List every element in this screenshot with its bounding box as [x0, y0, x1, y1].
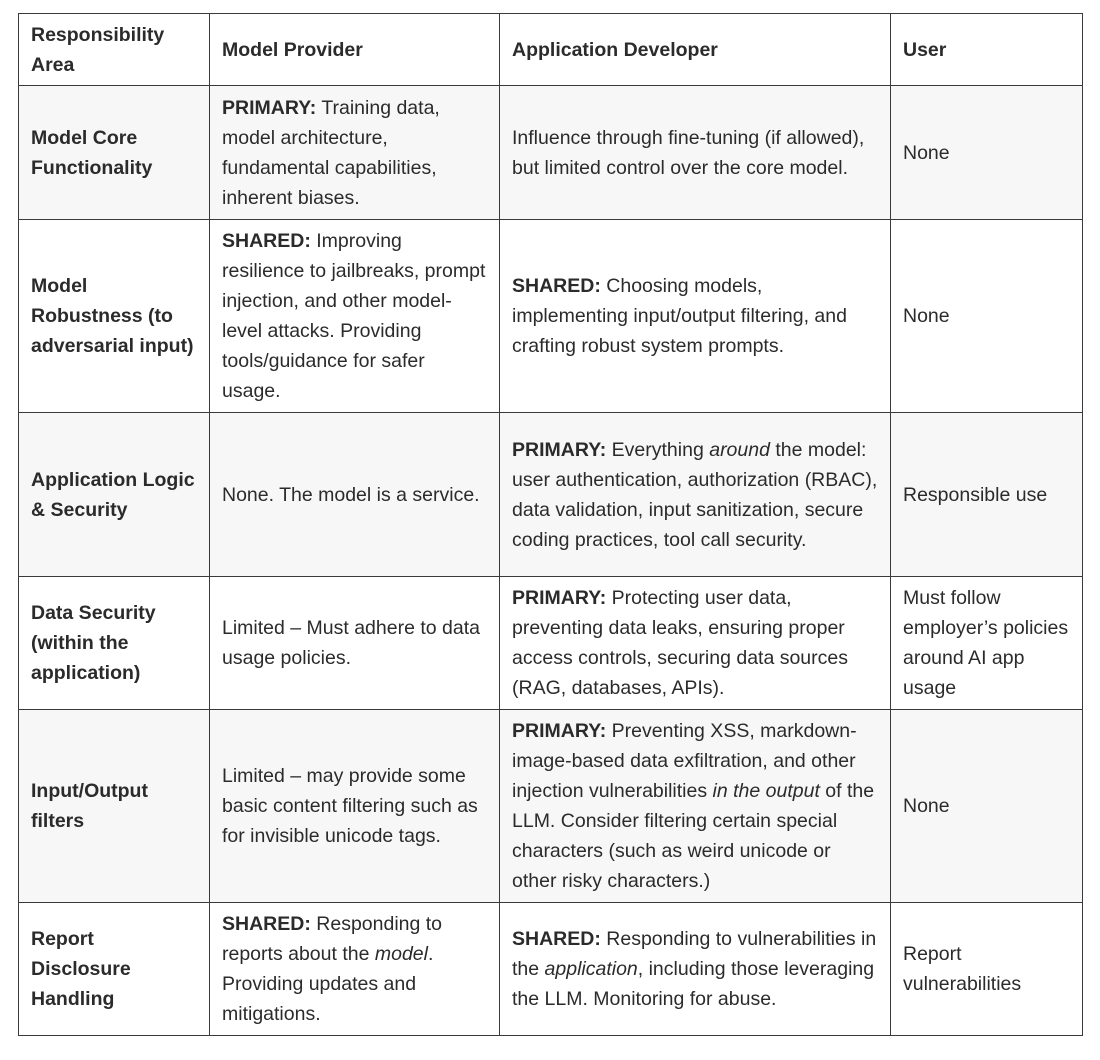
developer-text: Everything: [606, 438, 710, 461]
provider-tag: SHARED:: [222, 913, 311, 935]
area-cell: Application Logic & Security: [19, 413, 210, 577]
developer-tag: PRIMARY:: [512, 438, 607, 461]
provider-text: Improving resilience to jailbreaks, prompt injection, and other model-level attacks. Providing tools/guidance for safer usage.: [222, 230, 486, 402]
table-row: [19, 903, 1083, 1036]
provider-text: . Providing updates and mitigations.: [222, 943, 434, 1025]
header-row: [19, 14, 1083, 86]
provider-cell: [210, 86, 500, 220]
provider-cell: [210, 903, 500, 1036]
provider-cell: [210, 577, 500, 710]
header-model-provider: Model Provider: [210, 14, 500, 86]
provider-cell: [210, 413, 500, 577]
developer-cell: [500, 413, 891, 577]
developer-cell: [500, 577, 891, 710]
area-cell: Input/Output filters: [19, 710, 210, 903]
developer-tag: SHARED:: [512, 275, 601, 297]
provider-cell: [210, 710, 500, 903]
table-row: [19, 577, 1083, 710]
table-body: [19, 86, 1083, 1036]
header-user: User: [891, 14, 1083, 86]
developer-text: Choosing models, implementing input/output filtering, and crafting robust system prompts.: [512, 275, 847, 357]
area-cell: Report Disclosure Handling: [19, 903, 210, 1036]
developer-emphasis: application: [544, 958, 638, 980]
developer-text: Influence through fine-tuning (if allowed), but limited control over the core model.: [512, 126, 865, 179]
user-cell: Report vulnerabilities: [891, 903, 1083, 1036]
provider-text: Responding to reports about the: [222, 913, 443, 965]
area-cell: Model Core Functionality: [19, 86, 210, 220]
header-responsibility-area: Responsibility Area: [19, 14, 210, 86]
user-cell: Must follow employer’s policies around AI app usage: [891, 577, 1083, 710]
developer-text: Preventing XSS, markdown-image-based data exfiltration, and other injection vulnerabilities: [512, 720, 857, 802]
provider-cell: [210, 220, 500, 413]
user-cell: None: [891, 220, 1083, 413]
developer-emphasis: around: [709, 438, 770, 461]
developer-text: the model: user authentication, authorization (RBAC), data validation, input sanitization, secure coding practices, tool call security.: [512, 438, 878, 551]
developer-text: Protecting user data, preventing data leaks, ensuring proper access controls, securing data sources (RAG, databases, APIs).: [512, 587, 848, 699]
table-row: [19, 220, 1083, 413]
provider-text: Limited – Must adhere to data usage policies.: [222, 617, 480, 669]
provider-text: Training data, model architecture, fundamental capabilities, inherent biases.: [222, 96, 440, 209]
header-application-developer: Application Developer: [500, 14, 891, 86]
table-header: [19, 14, 1083, 86]
provider-text: None. The model is a service.: [222, 483, 480, 506]
developer-tag: PRIMARY:: [512, 720, 607, 742]
table-row: [19, 86, 1083, 220]
table-row: [19, 710, 1083, 903]
provider-text: Limited – may provide some basic content filtering such as for invisible unicode tags.: [222, 765, 478, 847]
table-row: [19, 413, 1083, 577]
developer-text: of the LLM. Consider filtering certain special characters (such as weird unicode or other risky characters.): [512, 780, 875, 892]
responsibility-table: [18, 13, 1083, 1036]
developer-text: Responding to vulnerabilities in the: [512, 928, 877, 980]
developer-tag: SHARED:: [512, 928, 601, 950]
developer-cell: [500, 220, 891, 413]
user-cell: None: [891, 710, 1083, 903]
developer-tag: PRIMARY:: [512, 587, 607, 609]
developer-cell: [500, 903, 891, 1036]
user-cell: Responsible use: [891, 413, 1083, 577]
provider-emphasis: model: [374, 943, 428, 965]
provider-tag: SHARED:: [222, 230, 311, 252]
area-cell: Data Security (within the application): [19, 577, 210, 710]
developer-cell: [500, 86, 891, 220]
developer-cell: [500, 710, 891, 903]
user-cell: None: [891, 86, 1083, 220]
area-cell: Model Robustness (to adversarial input): [19, 220, 210, 413]
provider-tag: PRIMARY:: [222, 96, 317, 119]
developer-emphasis: in the output: [712, 780, 820, 802]
developer-text: , including those leveraging the LLM. Monitoring for abuse.: [512, 958, 875, 1010]
